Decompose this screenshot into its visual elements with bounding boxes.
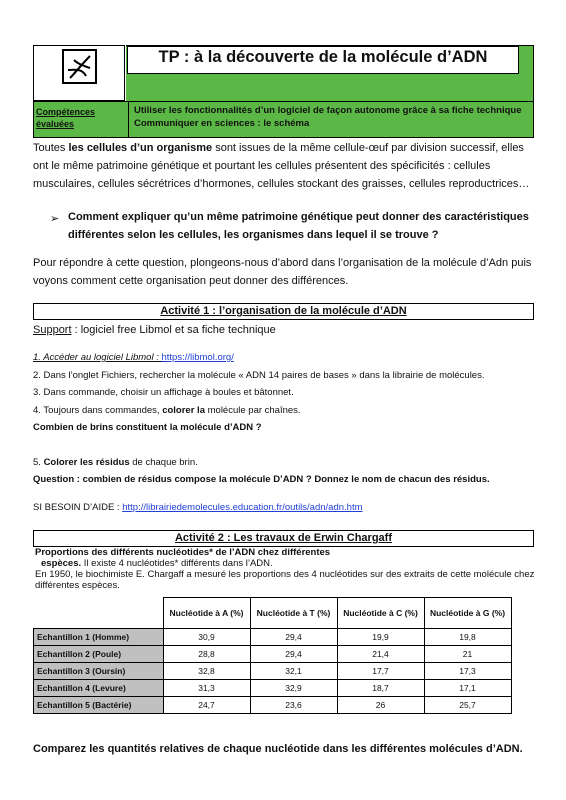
competence-2: Communiquer en sciences : le schéma [134, 118, 310, 129]
table-caption-note: Il existe 4 nucléotides* différents dans l’ADN. [81, 558, 273, 569]
step-3: 3. Dans commande, choisir un affichage à boules et bâtonnet. [33, 387, 294, 398]
step-4-a: 4. Toujours dans commandes, [33, 404, 163, 416]
step-5 [33, 454, 533, 472]
table-cell: 32,1 [250, 663, 337, 680]
table-cell: 17,7 [337, 663, 424, 680]
table-cell: 18,7 [337, 680, 424, 697]
intro-text-bold: les cellules d’un organisme [68, 142, 213, 154]
help-link[interactable]: http://librairiedemolecules.education.fr/outils/adn/adn.htm [122, 502, 363, 513]
table-cell: 31,3 [163, 680, 250, 697]
row-label: Echantillon 3 (Oursin) [34, 663, 164, 680]
table-cell: 19,8 [424, 629, 511, 646]
column-header: Nucléotide à G (%) [424, 598, 511, 629]
table-row [34, 629, 512, 646]
step-1 [33, 349, 533, 367]
table-row [34, 646, 512, 663]
step-4-bold: colorer la [162, 404, 205, 416]
chargaff-table-wrapper [33, 597, 512, 714]
intro-text-a: Toutes [33, 142, 69, 154]
step-4-b: molécule par chaînes. [204, 404, 301, 416]
table-caption [35, 547, 535, 591]
column-header: Nucléotide à C (%) [337, 598, 424, 629]
help-line [33, 499, 533, 517]
header-icon-cell [33, 45, 125, 101]
final-question: Comparez les quantités relatives de chaque nucléotide dans les différentes molécules d’ADN. [33, 743, 523, 755]
table-cell: 32,8 [163, 663, 250, 680]
row-label: Echantillon 4 (Levure) [34, 680, 164, 697]
step-2: 2. Dans l’onglet Fichiers, rechercher la molécule « ADN 14 paires de bases » dans la librairie de molécules. [33, 369, 485, 381]
column-header: Nucléotide à T (%) [250, 598, 337, 629]
spacer [33, 437, 533, 454]
row-label: Echantillon 2 (Poule) [34, 646, 164, 663]
competences-separator [128, 101, 129, 138]
column-header: Nucléotide à A (%) [163, 598, 250, 629]
table-cell: 26 [337, 697, 424, 714]
dna-icon [34, 46, 124, 100]
table-cell: 17,3 [424, 663, 511, 680]
competences-text [134, 104, 534, 130]
table-cell: 32,9 [250, 680, 337, 697]
main-question: Comment expliquer qu’un même patrimoine génétique peut donner des caractéristiques différentes selon les cellules, les organismes dans lequel il se trouve ? [68, 211, 529, 241]
table-cell: 29,4 [250, 646, 337, 663]
table-cell: 25,7 [424, 697, 511, 714]
table-cell: 21 [424, 646, 511, 663]
row-label: Echantillon 1 (Homme) [34, 629, 164, 646]
table-cell: 17,1 [424, 680, 511, 697]
table-cell: 28,8 [163, 646, 250, 663]
step-5-bold: Colorer les résidus [43, 456, 130, 468]
competence-1: Utiliser les fonctionnalités d’un logiciel de façon autonome grâce à sa fiche technique [134, 105, 522, 116]
activity1-steps [33, 349, 533, 489]
table-header-row [34, 598, 512, 629]
intro-paragraph [33, 139, 533, 193]
chargaff-table [33, 597, 512, 714]
table-caption-species: espèces. [41, 558, 82, 569]
question-1: Combien de brins constituent la molécule d’ADN ? [33, 422, 262, 433]
step-5-b: de chaque brin. [129, 456, 198, 468]
table-cell: 29,4 [250, 629, 337, 646]
step-4 [33, 402, 533, 420]
help-text: SI BESOIN D’AIDE : [33, 502, 123, 513]
row-label: Echantillon 5 (Bactérie) [34, 697, 164, 714]
table-row [34, 680, 512, 697]
activity1-title: Activité 1 : l’organisation de la molécule d’ADN [33, 303, 534, 320]
table-cell: 19,9 [337, 629, 424, 646]
libmol-link[interactable]: https://libmol.org/ [161, 352, 234, 363]
table-intro: En 1950, le biochimiste E. Chargaff a mesuré les proportions des 4 nucléotides sur des extraits de cette molécule chez différentes espèces. [35, 569, 535, 591]
table-cell: 30,9 [163, 629, 250, 646]
arrow-bullet-icon: ➢ [50, 213, 60, 225]
activity1-support [33, 321, 533, 339]
table-cell: 24,7 [163, 697, 250, 714]
competences-label: Compétences évaluées [36, 107, 96, 129]
table-corner [34, 598, 164, 629]
support-label: Support [33, 324, 72, 336]
support-text: : logiciel free Libmol et sa fiche technique [71, 324, 276, 336]
table-caption-line1: Proportions des différents nucléotides* de l’ADN chez différentes [35, 547, 331, 558]
page-title: TP : à la découverte de la molécule d’ADN [158, 48, 488, 66]
table-row [34, 697, 512, 714]
table-cell: 23,6 [250, 697, 337, 714]
question-2: Question : combien de résidus compose la molécule D’ADN ? Donnez le nom de chacun des résidus. [33, 474, 490, 485]
intro-text-b: sont issues de la même cellule-œuf par division successif, elles ont le même patrimoine génétique et pourtant les cellules présentent des spécificités : cellules musculaires, cellules sécrétrices d’hormones, cellules stockant des graisses, cellules reproductrices… [33, 142, 530, 190]
table-cell: 21,4 [337, 646, 424, 663]
activity2-title: Activité 2 : Les travaux de Erwin Chargaff [33, 530, 534, 547]
table-caption-line2 [35, 558, 535, 569]
table-row [34, 663, 512, 680]
step-5-a: 5. [33, 456, 44, 468]
step-1-text: 1. Accéder au logiciel Libmol : [33, 352, 162, 363]
intro-paragraph-2: Pour répondre à cette question, plongeons-nous d’abord dans l’organisation de la molécule d’Adn puis voyons comment cette organisation peut donner des différences. [33, 257, 532, 287]
